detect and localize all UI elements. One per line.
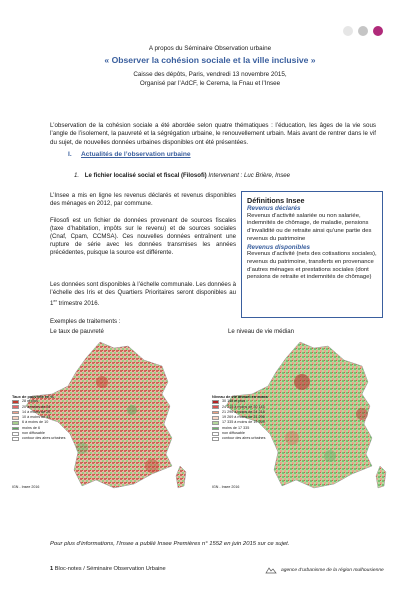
median-income-legend-swatch: [212, 432, 219, 436]
disposable-income-title: Revenus disponibles: [247, 243, 310, 251]
median-income-legend-swatch: [212, 427, 219, 431]
subsection-speaker: Intervenant : Luc Brière, Insee: [208, 172, 291, 179]
poverty-legend-swatch: [12, 416, 19, 420]
body-paragraph-3-text: Les données sont disponibles à l’échelle communale. Les données à l’échelle des Iris et des Quartiers Prioritaires seront disponibles au 1: [50, 281, 236, 307]
median-income-legend-label: 21 296 à moins de 24 218: [222, 409, 265, 414]
median-income-legend-label: 24 218 à moins de 30 145: [222, 404, 265, 409]
subsection-number: 1.: [74, 172, 80, 179]
footer-right: [265, 567, 384, 574]
poverty-legend-label: contour des aires urbaines: [22, 436, 66, 441]
poverty-legend-swatch: [12, 432, 19, 436]
poverty-legend-label: 14 à moins de 20: [22, 409, 51, 414]
median-income-map: [212, 338, 392, 498]
page-number: 1: [50, 566, 54, 572]
poverty-legend-label: moins de 6: [22, 425, 41, 430]
declared-income-text: Revenus d’activité salariée ou non salariée, indemnités de chômage, de maladie, pensions d’invalidité ou de retraite ainsi qu’une partie des revenus du patrimoine: [247, 212, 372, 242]
footer-left-text: Bloc-notes / Séminaire Observation Urbaine: [54, 566, 166, 572]
median-income-map-source: IGN - Insee 2016: [212, 485, 240, 489]
section-title-text: Actualités de l’observation urbaine: [81, 151, 191, 158]
poverty-legend-label: 10 à moins de 14: [22, 415, 51, 420]
poverty-legend-item: [12, 436, 94, 441]
median-income-legend-label: contour des aires urbaines: [222, 436, 266, 441]
map2-label: Le niveau de vie médian: [228, 328, 295, 335]
examples-label: Exemples de traitements :: [50, 318, 121, 325]
event-organizers: Organisé par l’AdCF, le Cerema, la Fnau et l’Insee: [139, 80, 281, 87]
pre-title: A propos du Séminaire Observation urbaine: [148, 45, 272, 52]
map1-label: Le taux de pauvreté: [50, 328, 104, 335]
poverty-legend-swatch: [12, 411, 19, 415]
median-income-legend-label: 19 269 à moins de 21 296: [222, 415, 265, 420]
body-paragraph-3: [50, 281, 236, 308]
body-paragraph-2: Filosofi est un fichier de données provenant de sources fiscales (taxe d’habitation, impôts sur le revenu) et de sources sociales (Cnaf, Cpam, CCMSA). Ces nouvelles données entraînent une rupture de série avec les données transmises les années précédentes, puisque la source est différente.: [50, 217, 236, 256]
poverty-legend-label: 28 et plus: [22, 399, 38, 404]
section-heading: [68, 151, 191, 158]
subsection-heading: [74, 172, 290, 179]
dot-light: [343, 26, 353, 36]
section-number: I.: [68, 151, 72, 158]
decorative-dots: [343, 26, 383, 36]
footer-left: [50, 566, 166, 572]
poverty-legend-swatch: [12, 427, 19, 431]
poverty-legend-label: 6 à moins de 10: [22, 420, 49, 425]
poverty-legend: [12, 394, 94, 442]
median-income-legend-swatch: [212, 421, 219, 425]
definitions-box: [241, 191, 383, 318]
median-income-legend-swatch: [212, 411, 219, 415]
intro-paragraph: L’observation de la cohésion sociale a été abordée selon quatre thématiques : l’éducation, les âges de la vie sous l’angle de l’isolement, la pauvreté et la ségrégation urbaine, le renouvellement urbain. Mais avant de rentrer dans le vif du sujet, de nouvelles données urbaines disponibles ont été présentées.: [50, 122, 376, 146]
poverty-legend-swatch: [12, 400, 19, 404]
poverty-legend-label: non diffusable: [22, 431, 45, 436]
median-income-legend-swatch: [212, 400, 219, 404]
agency-logo-icon: [265, 567, 277, 574]
poverty-legend-swatch: [12, 437, 19, 441]
poverty-legend-swatch: [12, 421, 19, 425]
median-income-legend-label: moins de 17 335: [222, 425, 250, 430]
footer-right-text: agence d’urbanisme de la région mulhousienne: [281, 568, 384, 573]
event-location-date: Caisse des dépôts, Paris, vendredi 13 novembre 2015,: [133, 71, 287, 78]
poverty-legend-title: Taux de pauvreté en %: [12, 394, 54, 399]
median-income-legend-swatch: [212, 416, 219, 420]
dot-mid: [358, 26, 368, 36]
poverty-map-source: IGN - Insee 2016: [12, 485, 40, 489]
poverty-legend-swatch: [12, 405, 19, 409]
page-title: « Observer la cohésion sociale et la ville inclusive »: [104, 55, 316, 65]
median-income-legend-item: [212, 436, 294, 441]
median-income-legend-label: 30 145 et plus: [222, 399, 246, 404]
median-income-legend-title: Niveau de vie annuel en euros: [212, 394, 268, 399]
median-income-legend-swatch: [212, 437, 219, 441]
definitions-title: Définitions Insee: [247, 196, 305, 205]
median-income-legend-label: 17 335 à moins de 19 269: [222, 420, 265, 425]
poverty-legend-label: 20 à moins de 24: [22, 404, 51, 409]
dot-accent: [373, 26, 383, 36]
footnote: Pour plus d’informations, l’Insee a publié Insee Premières n° 1552 en juin 2015 sur ce sujet.: [50, 541, 290, 547]
subsection-title: Le fichier localisé social et fiscal (Filosofi): [84, 172, 207, 179]
body-paragraph-1: L’Insee a mis en ligne les revenus déclarés et revenus disponibles des ménages en 2012, par commune.: [50, 192, 236, 207]
disposable-income-text: Revenus d’activité (nets des cotisations sociales), revenus du patrimoine, transferts en provenance d’autres ménages et prestations sociales (dont pensions de retraite et indemnités de chômage): [247, 251, 377, 281]
body-paragraph-3-end: trimestre 2016.: [56, 299, 100, 307]
median-income-legend-swatch: [212, 405, 219, 409]
body-paragraph-3-sup: er: [53, 297, 57, 303]
median-income-legend: [212, 394, 294, 442]
declared-income-title: Revenus déclarés: [247, 205, 301, 212]
median-income-legend-label: non diffusable: [222, 431, 245, 436]
poverty-map: [12, 338, 192, 498]
